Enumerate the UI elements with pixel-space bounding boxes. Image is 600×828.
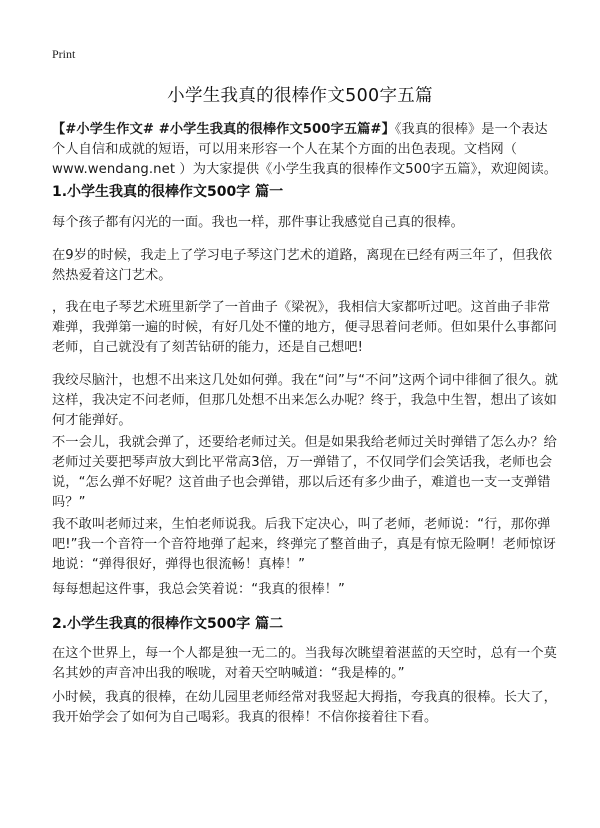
paragraph: 在9岁的时候，我走上了学习电子琴这门艺术的道路，离现在已经有两三年了，但我依然热爱着这门艺术。 — [52, 248, 553, 283]
paragraph: 不一会儿，我就会弹了，还要给老师过关。但是如果我给老师过关时弹错了怎么办？给老师过关要把琴声放大到比平常高3倍，万一弹错了，不仅同学们会笑话我，老师也会说，“怎么弹不好呢？这首曲子也会弹错，那以后还有多少曲子，难道也一支一支弹错吗？” — [52, 435, 557, 510]
section-heading-2: 2.小学生我真的很棒作文500字 篇二 — [52, 616, 284, 632]
paragraph: 每个孩子都有闪光的一面。我也一样，那件事让我感觉自己真的很棒。 — [52, 215, 464, 230]
intro-lead: 【#小学生作文# #小学生我真的很棒作文500字五篇#】 — [52, 122, 395, 137]
intro-paragraph — [52, 120, 560, 180]
paragraph: 小时候，我真的很棒，在幼儿园里老师经常对我竖起大拇指，夸我真的很棒。长大了，我开始学会了如何为自己喝彩。我真的很棒！不信你接着往下看。 — [52, 690, 557, 725]
paragraph: 我不敢叫老师过来，生怕老师说我。后我下定决心，叫了老师，老师说：“行，那你弹吧!”我一个音符一个音符地弹了起来，终弹完了整首曲子，真是有惊无险啊！老师惊讶地说：“弹得很好，弹得也很流畅！真棒！” — [52, 517, 556, 572]
paragraph: 我绞尽脑汁，也想不出来这几处如何弹。我在“问”与“不问”这两个词中徘徊了很久。就这样，我决定不问老师，但那几处想不出来怎么办呢？终于，我急中生智，想出了该如何才能弹好。 — [52, 373, 559, 428]
intro-text: 《我真的很棒》是一个表达个人自信和成就的短语，可以用来形容一个人在某个方面的出色表现。文档网（ www.wendang.net ）为大家提供《小学生我真的很棒作文500字五篇》，欢迎阅读。 — [52, 122, 558, 177]
paragraph: 每每想起这件事，我总会笑着说：“我真的很棒！” — [52, 582, 345, 597]
paragraph: 在这个世界上，每一个人都是独一无二的。当我每次眺望着湛蓝的天空时，总有一个莫名其妙的声音冲出我的喉咙，对着天空呐喊道：“我是棒的。” — [52, 646, 557, 681]
section-heading-1: 1.小学生我真的很棒作文500字 篇一 — [52, 184, 284, 200]
page-title: 小学生我真的很棒作文500字五篇 — [167, 86, 433, 106]
paragraph: ，我在电子琴艺术班里新学了一首曲子《梁祝》，我相信大家都听过吧。这首曲子非常难弹，我弹第一遍的时候，有好几处不懂的地方，便寻思着问老师。但如果什么事都问老师，自己就没有了刻苦钻研的能力，还是自己想吧! — [52, 300, 557, 355]
print-link[interactable]: Print — [52, 47, 76, 61]
